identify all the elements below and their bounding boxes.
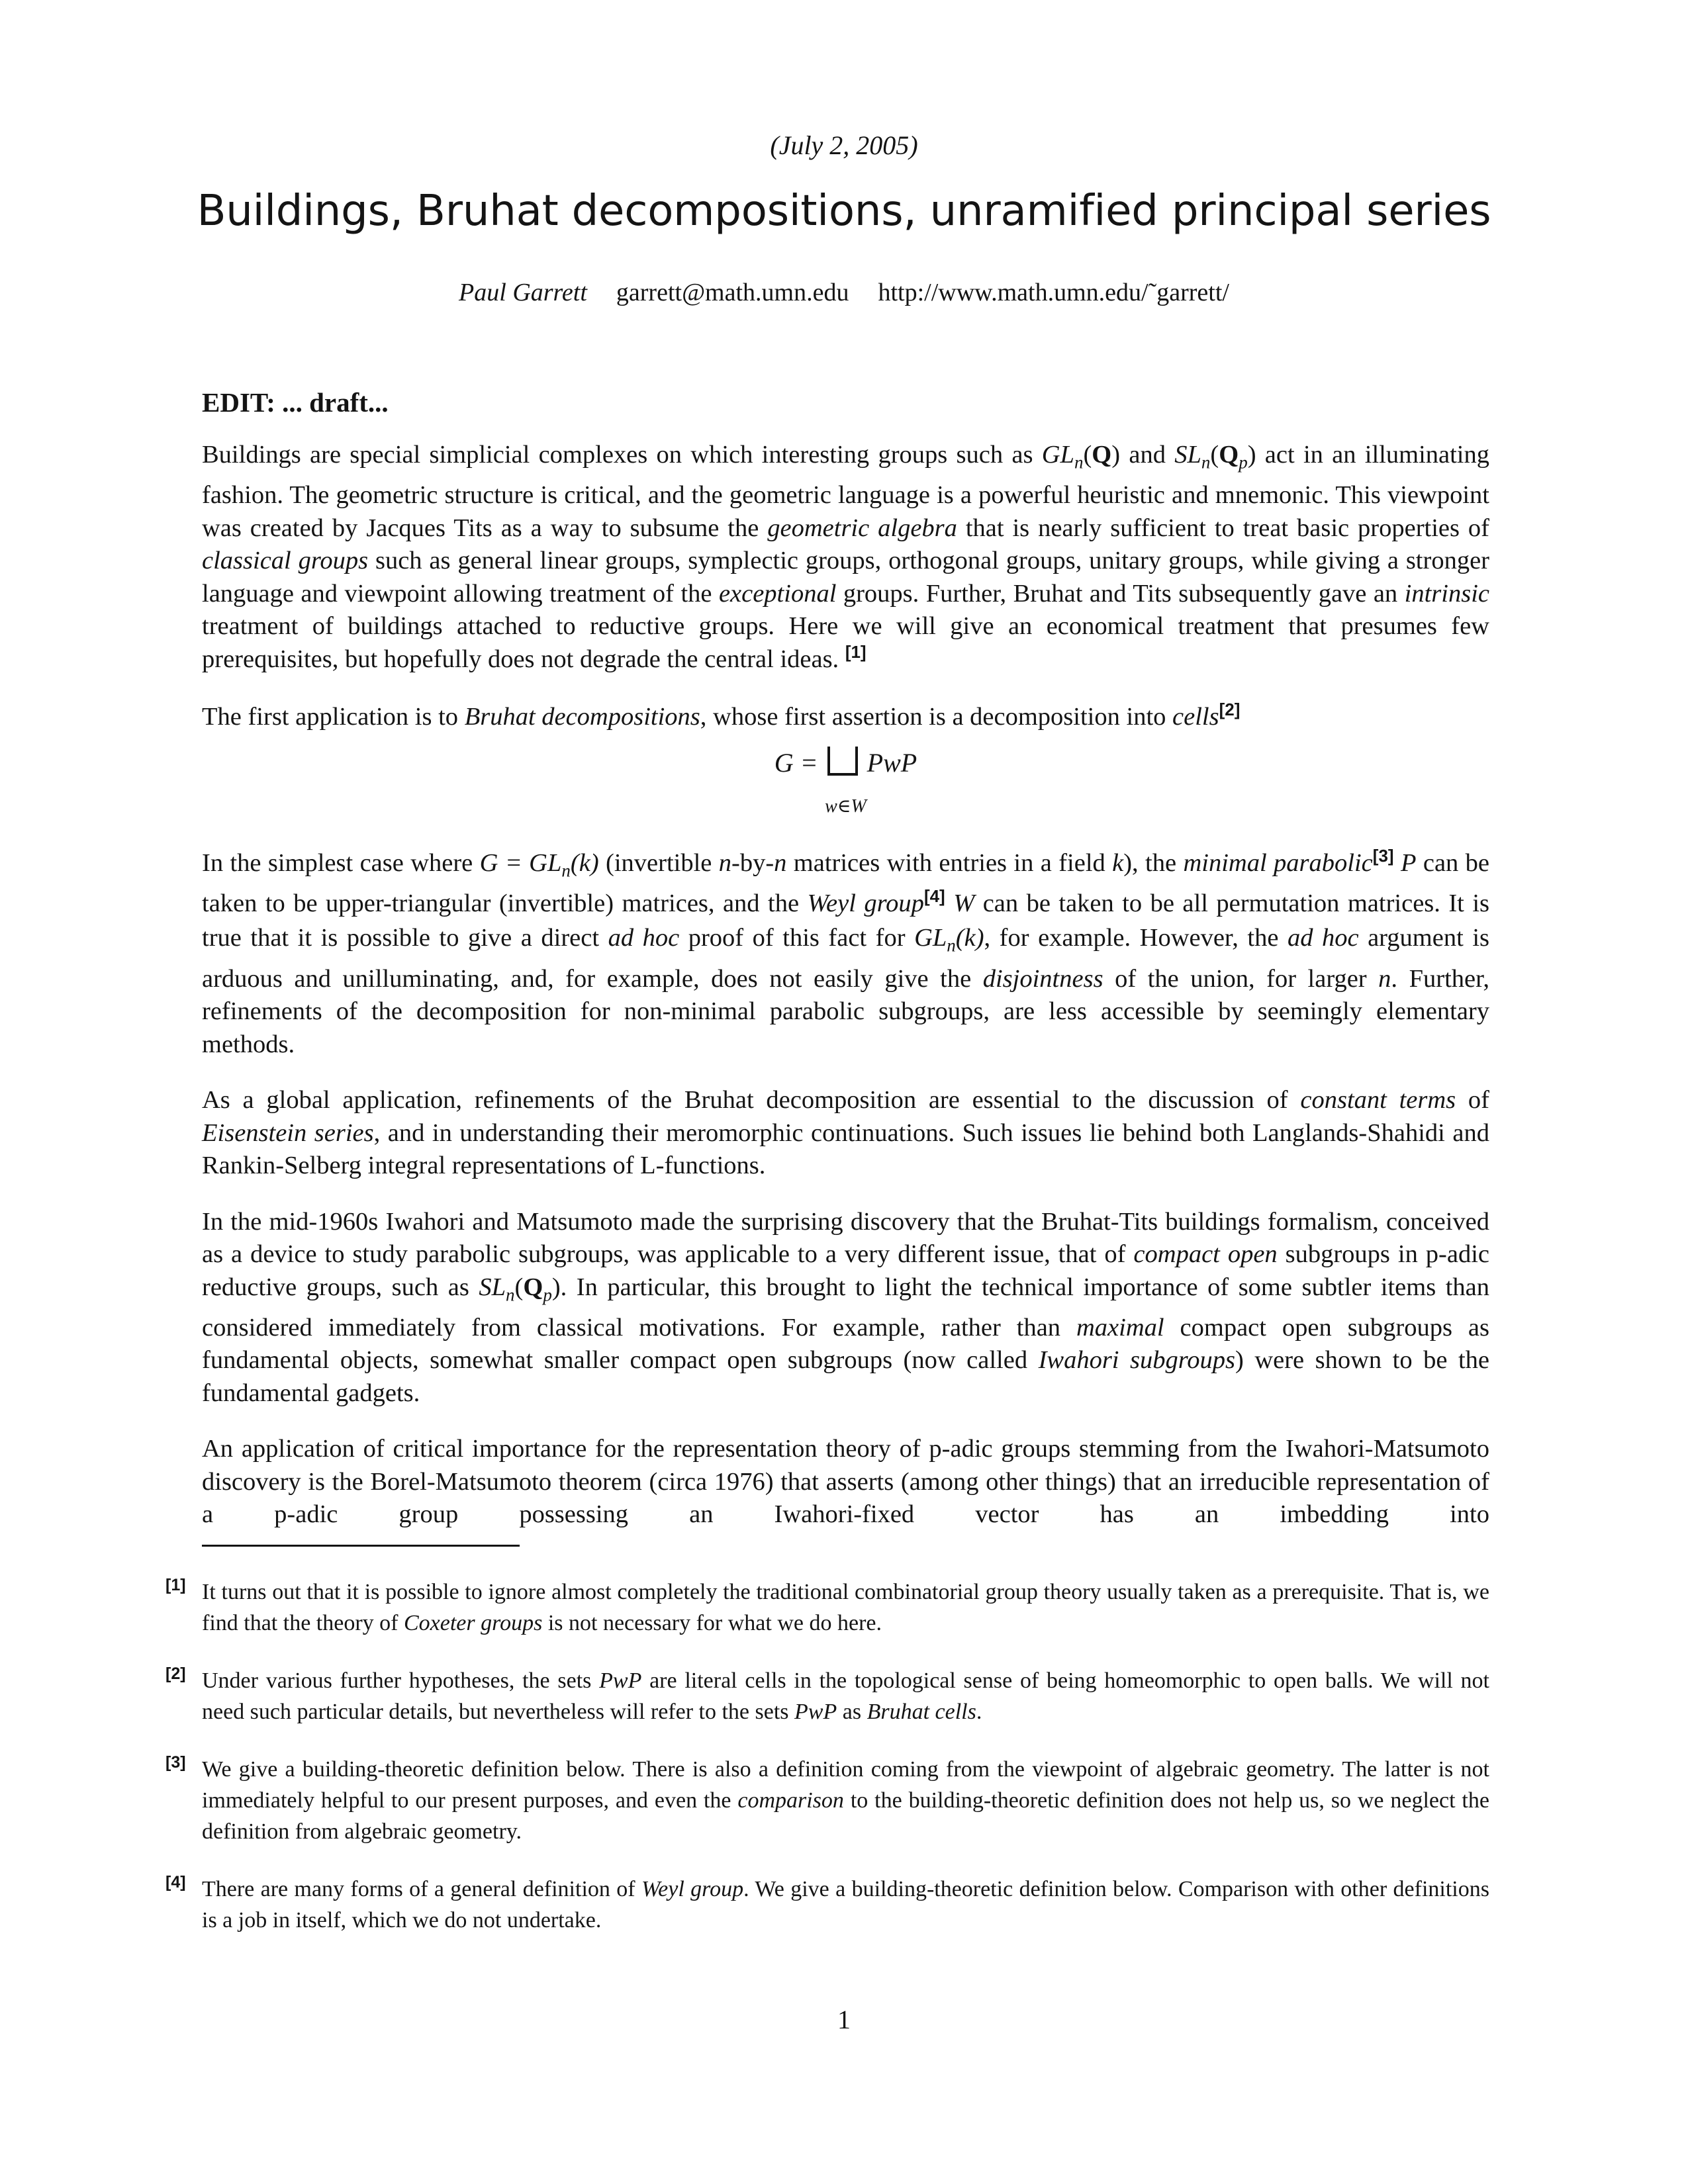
footnote-2: [2] Under various further hypotheses, the sets PwP are literal cells in the topological sense of being homeomorphic to open balls. We will not need such particular details, but nevertheless will refer to the sets PwP as Bruhat cells. — [165, 1664, 1489, 1724]
date-text: July 2, 2005 — [778, 130, 910, 160]
date-paren-close: ) — [909, 130, 918, 160]
author-name: Paul Garrett — [459, 279, 587, 306]
footnote-ref-2[interactable]: [2] — [1219, 700, 1241, 720]
disjoint-union-symbol — [827, 747, 858, 776]
document-date — [0, 130, 1688, 161]
paragraph-first-application: The first application is to Bruhat decompositions, whose first assertion is a decomposition into cells[2] — [202, 700, 1241, 731]
footnotes — [165, 1576, 1489, 1962]
footnote-separator — [202, 1545, 520, 1547]
paragraph-borel-matsumoto: An application of critical importance for the representation theory of p-adic groups stemming from the Iwahori-Matsumoto discovery is the Borel-Matsumoto theorem (circa 1976) that asserts (among other things) that an irreducible representation of a p-adic group possessing an Iwahori-fixed vector has an imbedding into — [202, 1435, 1489, 1529]
footnote-3: [3] We give a building-theoretic definition below. There is also a definition coming from the viewpoint of algebraic geometry. The latter is not immediately helpful to our present purposes, and even the comparison to the building-theoretic definition does not help us, so we neglect the definition from algebraic geometry. — [165, 1753, 1489, 1844]
footnote-4: [4] There are many forms of a general definition of Weyl group. We give a building-theoretic definition below. Comparison with other definitions is a job in itself, which we do not undertake. — [165, 1873, 1489, 1933]
author-email: garrett@math.umn.edu — [616, 279, 849, 306]
footnote-1: [1] It turns out that it is possible to ignore almost completely the traditional combinatorial group theory usually taken as a prerequisite. That is, we find that the theory of Coxeter groups is not necessary for what we do here. — [165, 1576, 1489, 1635]
paragraph-intro: Buildings are special simplicial complexes on which interesting groups such as $GL_n(Q)$ and $SL_n(Q_p)$ act in an illuminating fashion. The geometric structure is critical, and the geometric language is a powerful heuristic and mnemonic. This viewpoint was created by Jacques Tits as a way to subsume the geometric algebra that is nearly sufficient to treat basic properties of classical groups such as general linear groups, symplectic groups, orthogonal groups, unitary groups, while giving a stronger language and viewpoint allowing treatment of the exceptional groups. Further, Bruhat and Tits subsequently gave an intrinsic treatment of buildings attached to reductive groups. Here we will give an economical treatment that presumes few prerequisites, but hopefully does not degrade the central ideas. [1] — [202, 441, 1490, 673]
body-text — [202, 439, 1489, 1555]
union-index: w∈W — [825, 796, 867, 817]
footnote-ref-3[interactable]: [3] — [1372, 845, 1394, 866]
paragraph-iwahori-matsumoto: In the mid-1960s Iwahori and Matsumoto made the surprising discovery that the Bruhat-Tits buildings formalism, conceived as a device to study parabolic subgroups, was applicable to a very different issue, that of compact open subgroups in p-adic reductive groups, such as $SL_n(Q_p)$. In particular, this brought to light the technical importance of some subtler items than considered immediately from classical motivations. For example, rather than maximal compact open subgroups as fundamental objects, somewhat smaller compact open subgroups (now called Iwahori subgroups) were shown to be the fundamental gadgets. — [202, 1207, 1489, 1407]
footnote-ref-1[interactable]: [1] — [845, 641, 867, 662]
edit-label: EDIT: ... draft... — [202, 387, 389, 418]
document-title: Buildings, Bruhat decompositions, unramified principal series — [197, 187, 1491, 236]
bruhat-decomposition-equation: G = PwP w∈W — [202, 749, 1489, 827]
paragraph-global-application: As a global application, refinements of the Bruhat decomposition are essential to the discussion of constant terms of Eisenstein series, and in understanding their meromorphic continuations. Such issues lie behind both Langlands-Shahidi and Rankin-Selberg integral representations of L-functions. — [202, 1086, 1489, 1180]
author-line — [0, 278, 1688, 307]
date-paren-open: ( — [770, 130, 779, 160]
paragraph-simplest-case: In the simplest case where $G = GL_n(k)$ (invertible n-by-n matrices with entries in a field k), the minimal parabolic[3] P can be taken to be upper-triangular (invertible) matrices, and the Weyl group[4] W can be taken to be all permutation matrices. It is true that it is possible to give a direct ad hoc proof of this fact for $GL_n(k)$, for example. However, the ad hoc argument is arduous and unilluminating, and, for example, does not easily give the disjointness of the union, for larger n. Further, refinements of the decomposition for non-minimal parabolic subgroups, are less accessible by seemingly elementary methods. — [202, 845, 1490, 1058]
author-url: http://www.math.umn.edu/˜garrett/ — [878, 279, 1229, 306]
footnote-ref-4[interactable]: [4] — [923, 886, 945, 906]
page-number: 1 — [837, 2005, 851, 2034]
